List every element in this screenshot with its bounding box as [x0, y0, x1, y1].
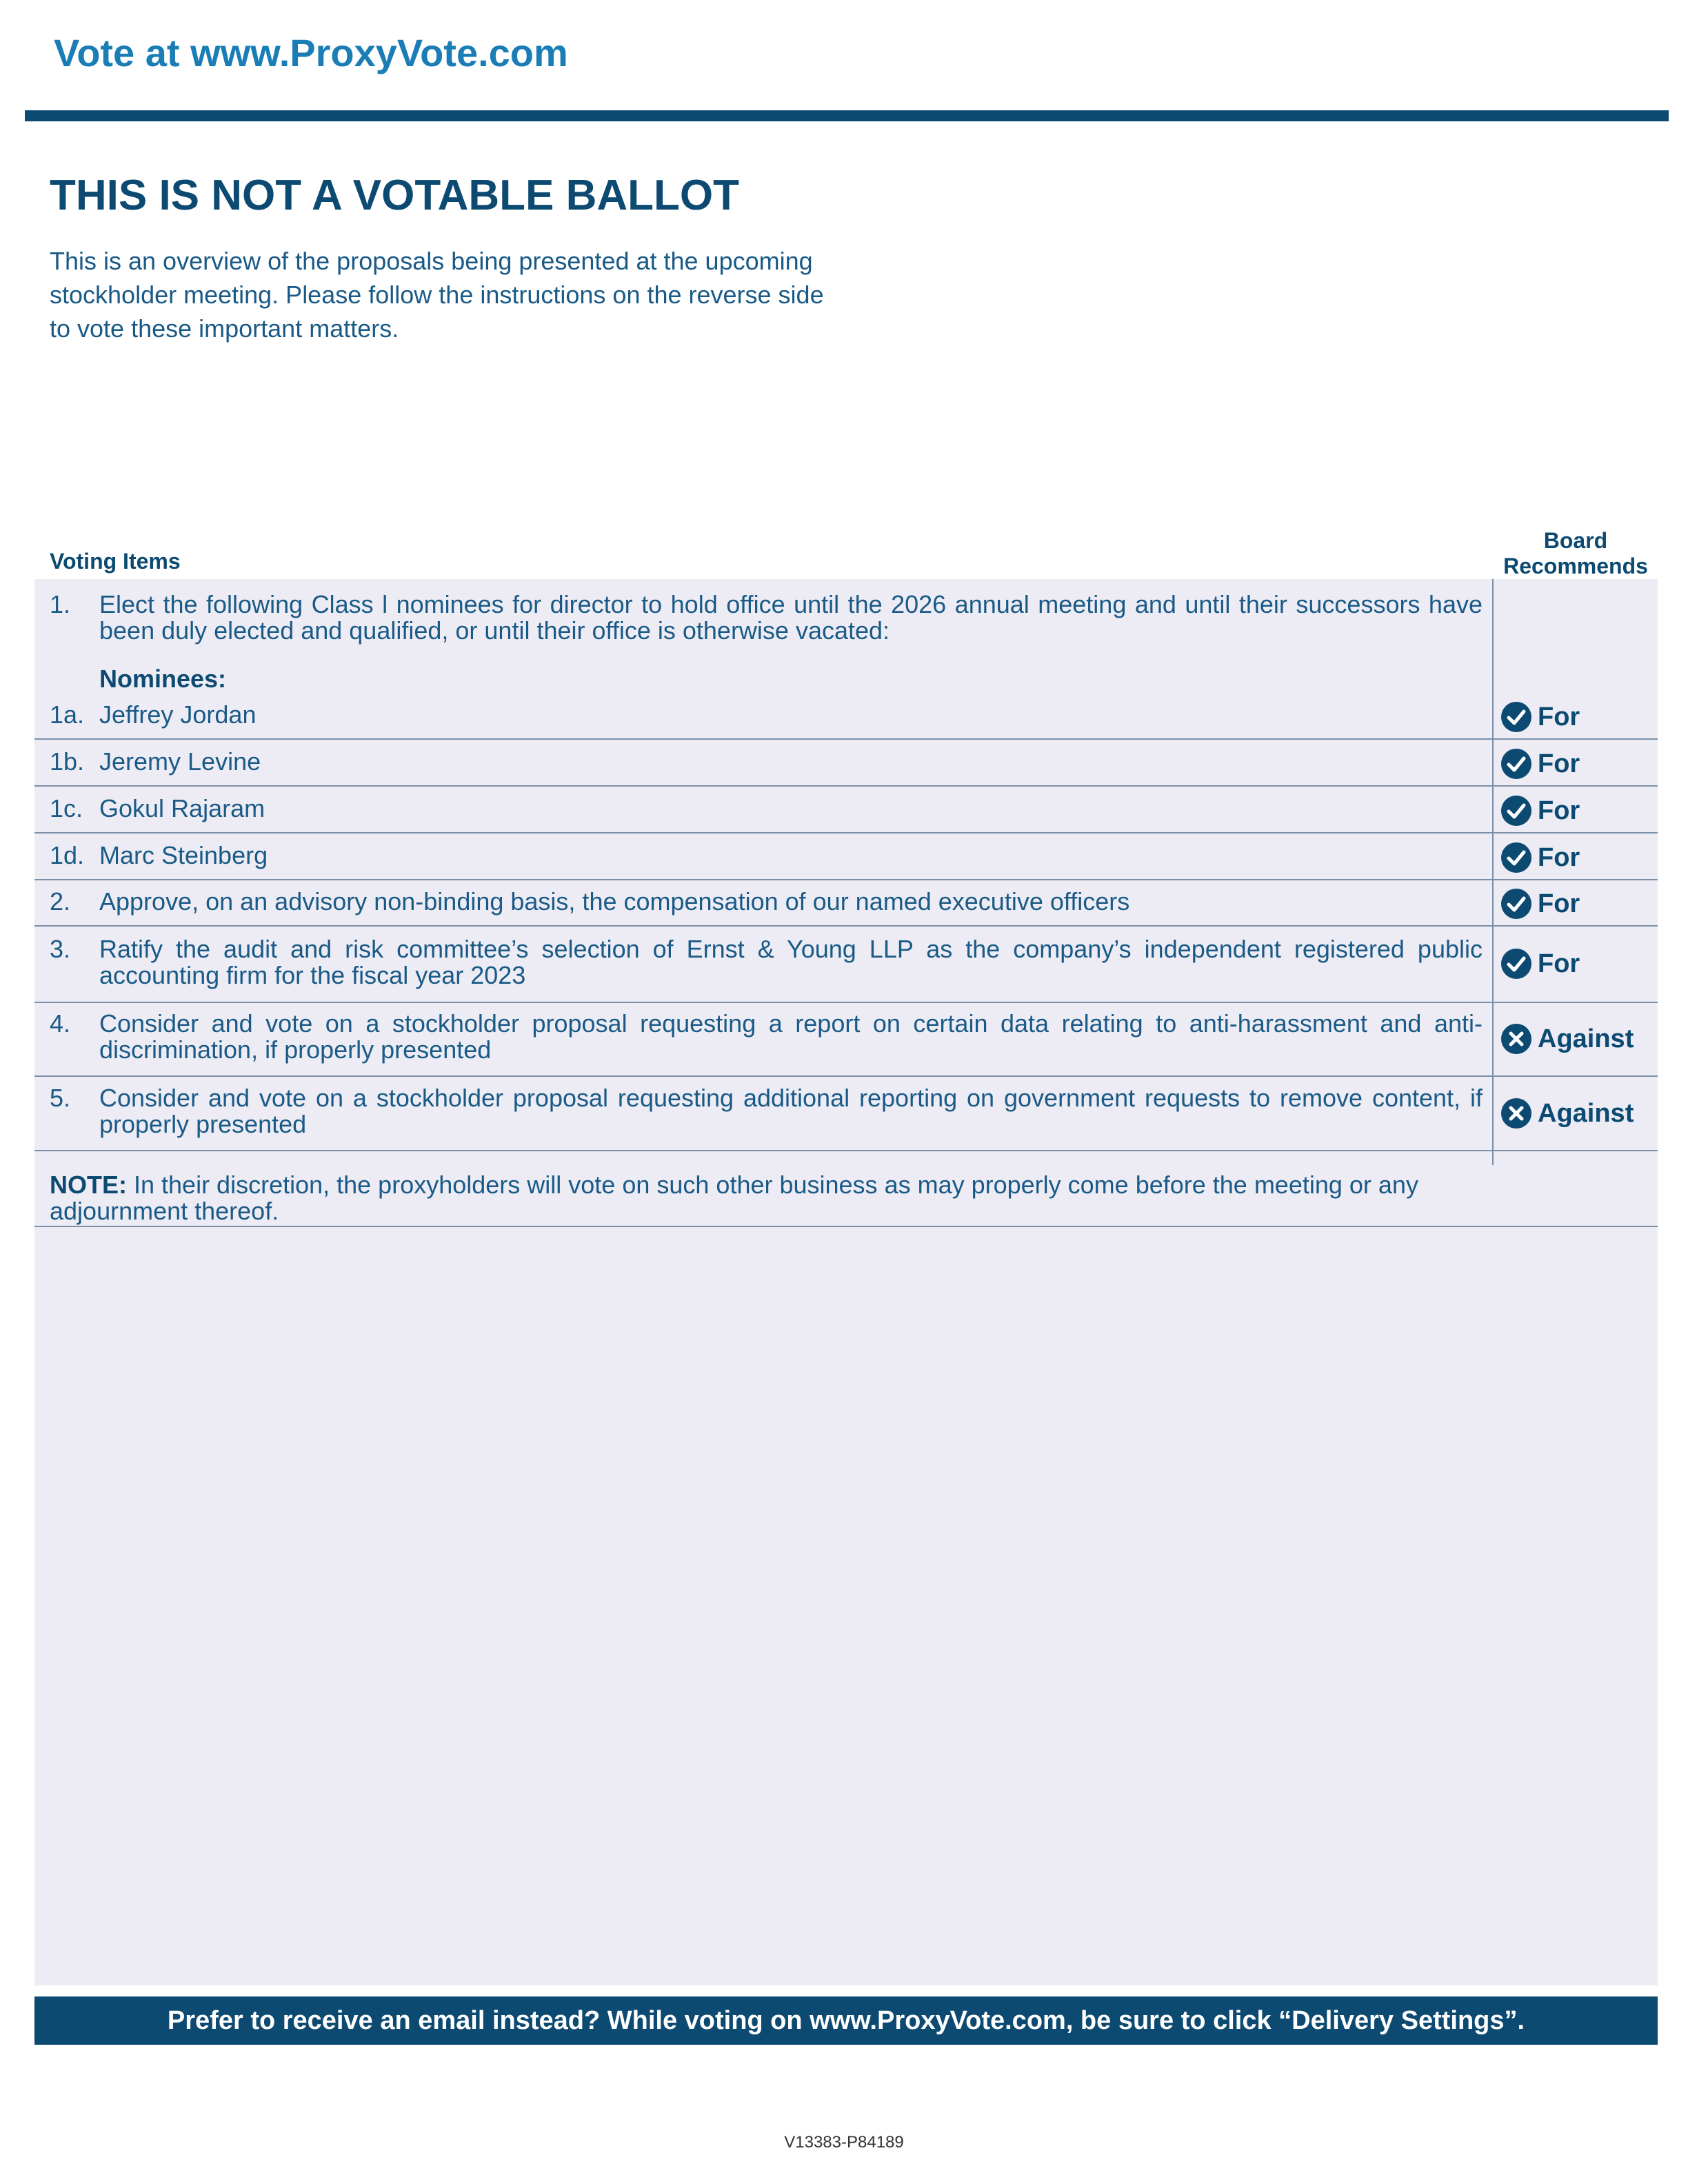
item-number: 5. [50, 1084, 71, 1112]
item-text: Marc Steinberg [99, 841, 268, 869]
item-text: Consider and vote on a stockholder proposal requesting a report on certain data relating to anti-harassment and anti-discrimination, if properly presented [99, 1009, 1483, 1064]
item-text: Jeffrey Jordan [99, 700, 257, 729]
email-delivery-banner [34, 1996, 1658, 2045]
check-circle-icon [1500, 701, 1532, 733]
row-divider [34, 1075, 1658, 1077]
recommendation-for [1500, 842, 1580, 873]
item-number: 1c. [50, 794, 83, 822]
row-divider [34, 879, 1658, 880]
item-number: 2. [50, 887, 71, 916]
check-circle-icon [1500, 842, 1532, 873]
check-circle-icon [1500, 748, 1532, 780]
intro-text: This is an overview of the proposals being presented at the upcoming stockholder meeting. Please follow the instructions on the reverse side to vote these important matters. [50, 247, 824, 343]
check-circle-icon [1500, 948, 1532, 980]
recommendation-for [1500, 888, 1580, 920]
recommendation-label: For [1538, 749, 1580, 778]
column-divider [1492, 579, 1494, 1165]
row-divider [34, 1150, 1658, 1151]
row-divider [34, 832, 1658, 833]
item-text: Ratify the audit and risk committee’s selection of Ernst & Young LLP as the company’s independent registered public accounting firm for the fiscal year 2023 [99, 935, 1483, 989]
row-divider [34, 1226, 1658, 1227]
x-circle-icon [1500, 1098, 1532, 1129]
note-label: NOTE: [50, 1171, 127, 1199]
item-number: 1a. [50, 700, 85, 729]
item-number: 1d. [50, 841, 85, 869]
item-number: 3. [50, 935, 71, 963]
note-body: In their discretion, the proxyholders will vote on such other business as may properly come before the meeting or any adjournment thereof. [50, 1171, 1418, 1225]
recommendation-for [1500, 748, 1580, 780]
recommendation-for [1500, 795, 1580, 827]
item-text: Gokul Rajaram [99, 794, 265, 822]
recommendation-label: For [1538, 889, 1580, 918]
item-text: Approve, on an advisory non-binding basis, the compensation of our named executive officers [99, 887, 1130, 916]
row-divider [34, 738, 1658, 740]
item-number: 1. [50, 590, 71, 618]
recommendation-label: Against [1538, 1024, 1634, 1053]
recommendation-for [1500, 948, 1580, 980]
nominees-label: Nominees: [99, 665, 227, 693]
item-number: 1b. [50, 747, 85, 776]
document-code: V13383-P84189 [784, 2133, 904, 2152]
recommendation-against [1500, 1023, 1634, 1055]
row-divider [34, 1002, 1658, 1003]
proxyvote-link[interactable]: Vote at www.ProxyVote.com [54, 31, 568, 74]
recommendation-label: For [1538, 949, 1580, 978]
board-recommends-header: Board Recommends [1503, 528, 1648, 578]
page-title: THIS IS NOT A VOTABLE BALLOT [50, 172, 739, 219]
check-circle-icon [1500, 888, 1532, 920]
voting-items-header: Voting Items [50, 549, 181, 574]
recommendation-label: For [1538, 702, 1580, 731]
check-circle-icon [1500, 795, 1532, 827]
email-delivery-text: Prefer to receive an email instead? While voting on www.ProxyVote.com, be sure to click “Delivery Settings”. [167, 2005, 1525, 2035]
voting-items-panel [34, 579, 1658, 1985]
header-rule [25, 110, 1669, 121]
recommendation-label: For [1538, 842, 1580, 872]
recommendation-against [1500, 1098, 1634, 1129]
x-circle-icon [1500, 1023, 1532, 1055]
note-text [50, 1172, 1483, 1224]
recommendation-for [1500, 701, 1580, 733]
item-text: Consider and vote on a stockholder proposal requesting additional reporting on government requests to remove content, if properly presented [99, 1084, 1483, 1138]
row-divider [34, 785, 1658, 787]
recommendation-label: For [1538, 796, 1580, 825]
item-text: Elect the following Class l nominees for director to hold office until the 2026 annual meeting and until their successors have been duly elected and qualified, or until their office is otherwise vacated: [99, 590, 1483, 645]
recommendation-label: Against [1538, 1098, 1634, 1128]
item-text: Jeremy Levine [99, 747, 261, 776]
item-number: 4. [50, 1009, 71, 1038]
row-divider [34, 925, 1658, 927]
